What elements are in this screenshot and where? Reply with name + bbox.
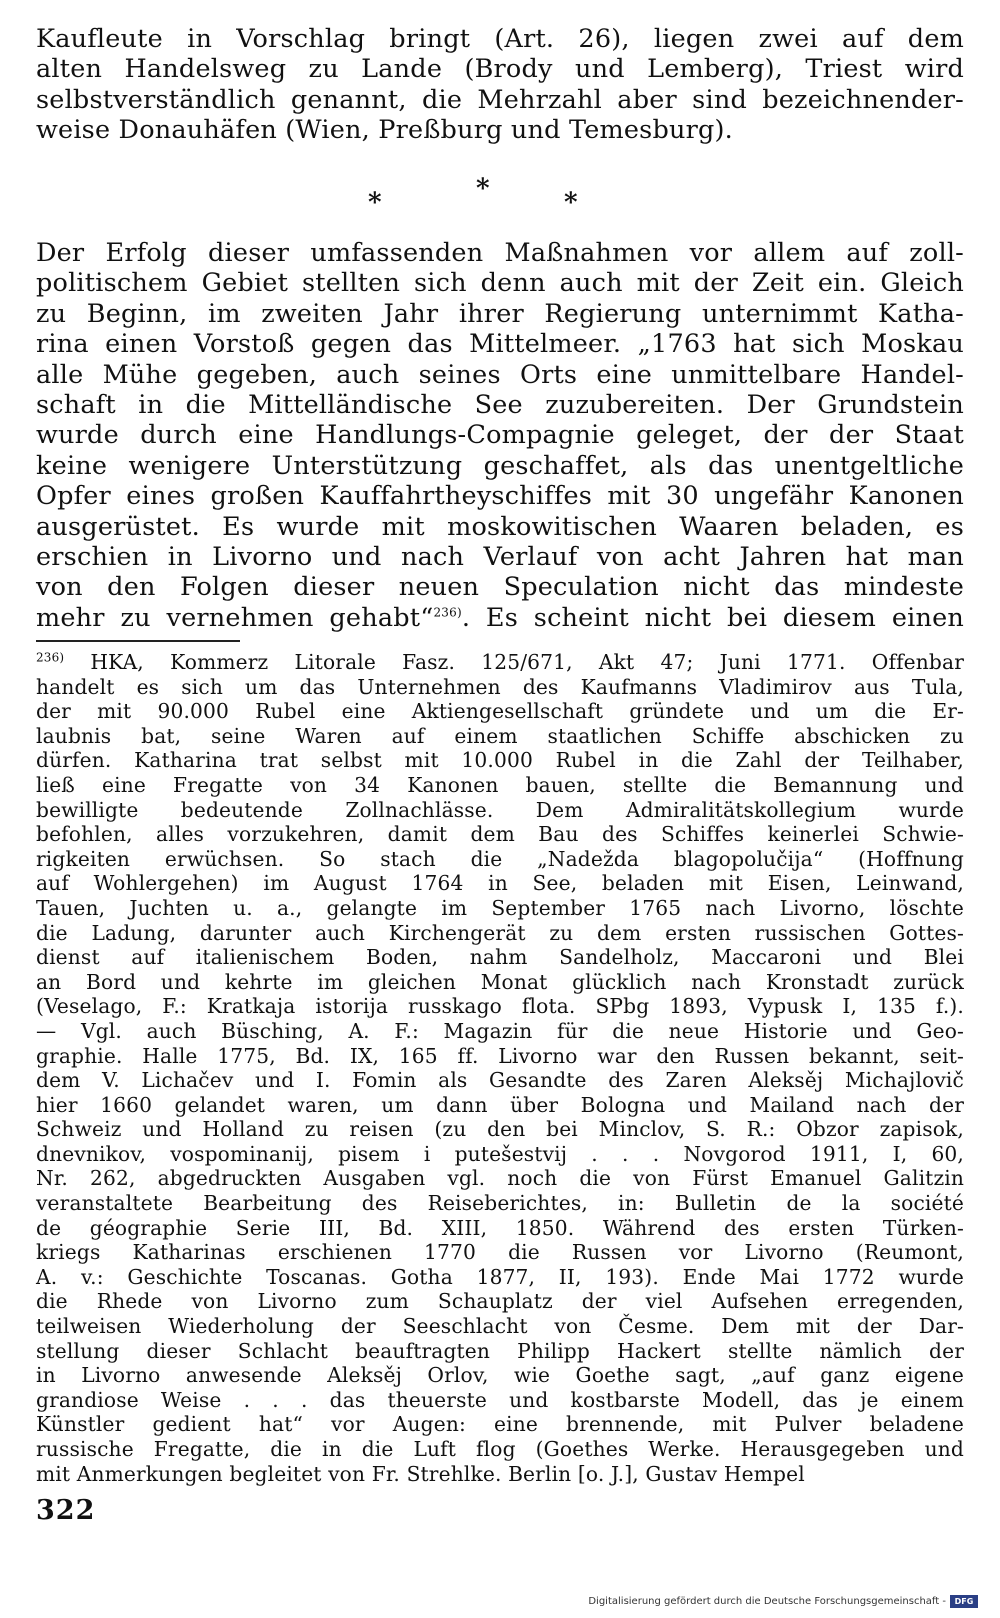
text-line: selbstverständlich genannt, die Mehrzahl aber sind bezeichnender-: [36, 84, 964, 115]
text-fragment: . Es scheint nicht bei diesem einen: [461, 602, 964, 633]
text-line-with-footnote-ref: [36, 603, 964, 633]
footnote-line: dem V. Lichačev und I. Fomin als Gesandte des Zaren Aleksěj Michajlovič: [36, 1068, 964, 1093]
footnote-line: [36, 650, 964, 675]
paragraph-1: [36, 24, 964, 146]
text-line: Der Erfolg dieser umfassenden Maßnahmen vor allem auf zoll-: [36, 238, 964, 268]
footnote-first-line-text: HKA, Kommerz Litorale Fasz. 125/671, Akt 47; Juni 1771. Offenbar: [90, 650, 964, 674]
footnote-line: die Ladung, darunter auch Kirchengerät zu dem ersten russischen Gottes-: [36, 920, 964, 945]
footnote-line: an Bord und kehrte im gleichen Monat glücklich nach Kronstadt zurück: [36, 969, 964, 994]
footnote-line: graphie. Halle 1775, Bd. IX, 165 ff. Livorno war den Russen bekannt, seit-: [36, 1043, 964, 1068]
footnote-line: de géographie Serie III, Bd. XIII, 1850. Während des ersten Türken-: [36, 1215, 964, 1240]
footnote-line: rigkeiten erwüchsen. So stach die „Nadežda blagopolučija“ (Hoffnung: [36, 846, 964, 871]
footnote-line: teilweisen Wiederholung der Seeschlacht von Česme. Dem mit der Dar-: [36, 1314, 964, 1339]
footnote-line: veranstaltete Bearbeitung des Reiseberichtes, in: Bulletin de la société: [36, 1191, 964, 1216]
footnote-line: laubnis bat, seine Waren auf einem staatlichen Schiffe abschicken zu: [36, 723, 964, 748]
footnote-line: dienst auf italienischem Boden, nahm Sandelholz, Maccaroni und Blei: [36, 945, 964, 970]
footnote-marker: 236): [36, 650, 65, 665]
text-line: Opfer eines großen Kauffahrtheyschiffes mit 30 ungefähr Kanonen: [36, 481, 964, 512]
text-fragment: mehr zu vernehmen gehabt“: [36, 602, 434, 633]
text-line: von den Folgen dieser neuen Speculation nicht das mindeste: [36, 572, 964, 603]
footnote-line: hier 1660 gelandet waren, um dann über Bologna und Mailand nach der: [36, 1092, 964, 1117]
paragraph-2: [36, 238, 964, 633]
footnote-line: russische Fregatte, die in die Luft flog (Goethes Werke. Herausgegeben und: [36, 1437, 964, 1461]
footnote-line: Tauen, Juchten u. a., gelangte im September 1765 nach Livorno, löschte: [36, 895, 964, 920]
footnote-line: — Vgl. auch Büsching, A. F.: Magazin für die neue Historie und Geo-: [36, 1018, 964, 1043]
footnote-line: Künstler gedient hat“ vor Augen: eine brennende, mit Pulver beladene: [36, 1412, 964, 1437]
footnote-line: auf Wohlergehen) im August 1764 in See, beladen mit Eisen, Leinwand,: [36, 871, 964, 896]
asterisk: *: [476, 174, 490, 204]
footnote-line: in Livorno anwesende Aleksěj Orlov, wie Goethe sagt, „auf ganz eigene: [36, 1363, 964, 1388]
footnote-line: dürfen. Katharina trat selbst mit 10.000 Rubel in die Zahl der Teilhaber,: [36, 748, 964, 773]
footnote-line: ließ eine Fregatte von 34 Kanonen bauen, stellte die Bemannung und: [36, 772, 964, 797]
text-line: schaft in die Mittelländische See zuzubereiten. Der Grundstein: [36, 389, 964, 420]
footnote-line: Schweiz und Holland zu reisen (zu den bei Minclov, S. R.: Obzor zapisok,: [36, 1117, 964, 1142]
footnote-line: bewilligte bedeutende Zollnachlässe. Dem Admiralitätskollegium wurde: [36, 797, 964, 822]
page-number: 322: [36, 1495, 96, 1526]
text-line: wurde durch eine Handlungs-Compagnie geleget, der der Staat: [36, 420, 964, 451]
footnote-line: mit Anmerkungen begleitet von Fr. Strehlke. Berlin [o. J.], Gustav Hempel: [36, 1461, 805, 1486]
text-line: alle Mühe gegeben, auch seines Orts eine unmittelbare Handel-: [36, 359, 964, 390]
footnote-line: befohlen, alles vorzukehren, damit dem Bau des Schiffes keinerlei Schwie-: [36, 822, 964, 847]
text-line: Kaufleute in Vorschlag bringt (Art. 26), liegen zwei auf dem: [36, 24, 964, 54]
asterisk: *: [368, 188, 382, 218]
dfg-logo-icon: DFG: [950, 1595, 978, 1608]
footnote-line: dnevnikov, vospominanij, pisem i putešestvij . . . Novgorod 1911, I, 60,: [36, 1141, 964, 1166]
text-line: ausgerüstet. Es wurde mit moskowitischen Waaren beladen, es: [36, 511, 964, 542]
footnote-line: handelt es sich um das Unternehmen des Kaufmanns Vladimirov aus Tula,: [36, 674, 964, 699]
footnote-line: A. v.: Geschichte Toscanas. Gotha 1877, II, 193). Ende Mai 1772 wurde: [36, 1264, 964, 1289]
text-line: alten Handelsweg zu Lande (Brody und Lemberg), Triest wird: [36, 54, 964, 85]
digitization-credit-text: Digitalisierung gefördert durch die Deutsche Forschungsgemeinschaft -: [588, 1596, 946, 1607]
footnote-line: grandiose Weise . . . das theuerste und kostbarste Modell, das je einem: [36, 1387, 964, 1412]
footnote-separator: [36, 640, 240, 642]
section-break-asterisks: [368, 174, 608, 218]
footnote-line: der mit 90.000 Rubel eine Aktiengesellschaft gründete und um die Er-: [36, 699, 964, 724]
footnote-line: (Veselago, F.: Kratkaja istorija russkago flota. SPbg 1893, Vypusk I, 135 f.).: [36, 994, 964, 1019]
text-line: rina einen Vorstoß gegen das Mittelmeer. „1763 hat sich Moskau: [36, 329, 964, 360]
footnote-236: [36, 650, 964, 1486]
footnote-reference: 236): [433, 605, 462, 620]
asterisk: *: [564, 188, 578, 218]
text-line: weise Donauhäfen (Wien, Preßburg und Temesburg).: [36, 115, 733, 146]
footnote-line: die Rhede von Livorno zum Schauplatz der viel Aufsehen erregenden,: [36, 1289, 964, 1314]
text-line: keine wenigere Unterstützung geschaffet, als das unentgeltliche: [36, 450, 964, 481]
text-line: politischem Gebiet stellten sich denn auch mit der Zeit ein. Gleich: [36, 268, 964, 299]
text-line: zu Beginn, im zweiten Jahr ihrer Regierung unternimmt Katha-: [36, 298, 964, 329]
footnote-line: Nr. 262, abgedruckten Ausgaben vgl. noch die von Fürst Emanuel Galitzin: [36, 1166, 964, 1191]
footnote-line: stellung dieser Schlacht beauftragten Philipp Hackert stellte nämlich der: [36, 1338, 964, 1363]
digitization-credit: [588, 1595, 978, 1608]
footnote-line: kriegs Katharinas erschienen 1770 die Russen vor Livorno (Reumont,: [36, 1240, 964, 1265]
text-line: erschien in Livorno und nach Verlauf von acht Jahren hat man: [36, 541, 964, 572]
